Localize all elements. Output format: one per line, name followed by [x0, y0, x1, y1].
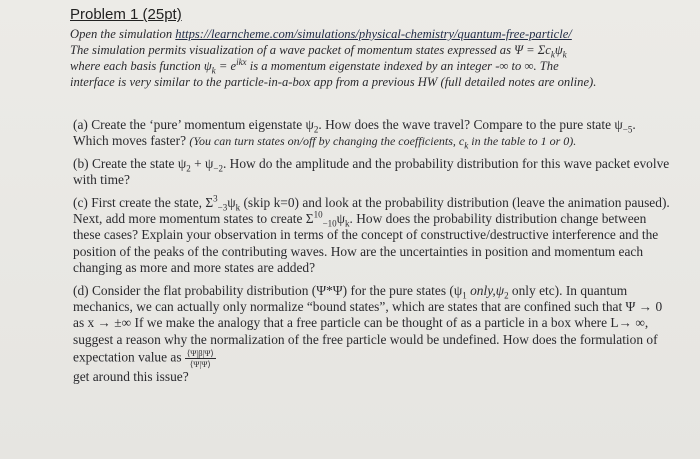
part-d: (d) Consider the flat probability distribution (Ψ*Ψ) for the pure states ($\psi_1$ $only,\psi_2$ only etc). In quantum mechanics, we can actually only normalize “bound states”, which are states that are confined such that Ψ → 0 as x → ±∞ If we make the analogy that a free particle can be thought of as a particle in a box where L→ ∞, suggest a reason why the normalization of the free particle would be undefined. How does the formulation of expectation value as $\frac{⟨\Psi|\beta|\Psi⟩}{⟨\Psi|\Psi⟩}$ get around this issue?	[73, 282, 663, 385]
part-c: (c) First create the state, $\Sigma^3_{-3}\psi_k$ (skip k=0) and look at the probability distribution (leave the animation paused). Next, add more momentum states to create $\Sigma^{10}_{-10}\psi_k$. How does the probability distribution change between these cases? Explain your observation in terms of the concept of constructive/destructive interference and the position of the peaks of the contributing waves. How are the uncertainties in position and momentum each changing as more and more states are added?	[73, 193, 670, 276]
simulation-link[interactable]: https://learncheme.com/simulations/physical-chemistry/quantum-free-particle/	[175, 27, 572, 41]
intro-open-text: Open the simulation	[70, 27, 173, 41]
intro-paragraph: Open the simulation https://learncheme.com/simulations/physical-chemistry/quantum-free-particle/ The simulation permits visualization of a wave packet of momentum states expressed as $\Psi = \Sigma c_k\psi_k$ where each basis function $\psi_k = e^{ikx}$ is a momentum eigenstate indexed by an integer -∞ to ∞. The interface is very similar to the particle-in-a-box app from a previous HW (full detailed notes are online).	[70, 27, 597, 89]
intro-line-4: interface is very similar to the particle-in-a-box app from a previous HW (full detailed notes are online).	[70, 75, 597, 89]
part-a: (a) Create the ‘pure’ momentum eigenstate $\psi_2$. How does the wave travel? Compare to the pure state $\psi_{-5}$. Which moves faster? (You can turn states on/off by changing the coefficients, $c_k$ in the table to 1 or 0).	[73, 117, 636, 151]
expectation-value-fraction: $\frac{⟨\Psi|\beta|\Psi⟩}{⟨\Psi|\Psi⟩}$	[186, 348, 214, 370]
intro-line-2: The simulation permits visualization of a wave packet of momentum states expressed as Ψ = Σ	[70, 43, 546, 57]
problem-parts	[73, 117, 673, 392]
part-a-note: (You can turn states on/off by changing the coefficients, $c_k$ in the table to 1 or 0).	[189, 134, 577, 151]
problem-title: Problem 1 (25pt)	[70, 6, 182, 23]
intro-line-3: where each basis function ψ	[70, 59, 212, 73]
part-b: (b) Create the state $\psi_2 + \psi_{-2}$. How do the amplitude and the probability distribution for this wave packet evolve with time?	[73, 155, 670, 188]
